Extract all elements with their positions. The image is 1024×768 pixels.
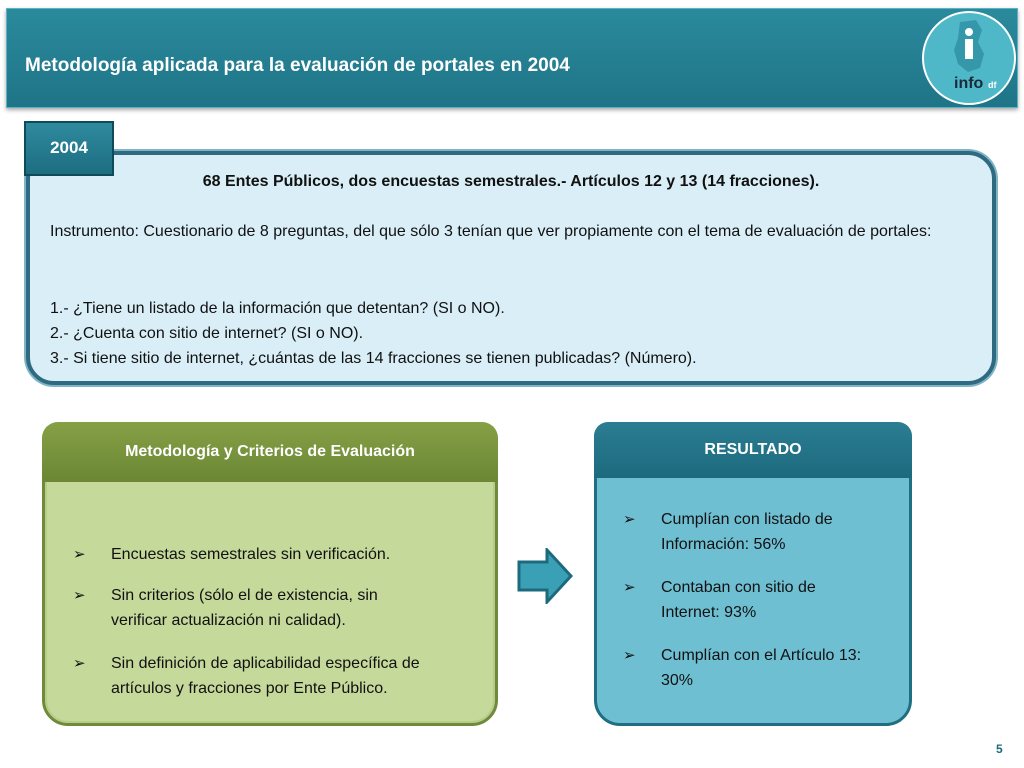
result-title: RESULTADO: [594, 422, 912, 478]
arrow-bullet-icon: ➢: [623, 579, 636, 596]
question-1: 1.- ¿Tiene un listado de la información que detentan? (SI o NO).: [50, 300, 505, 317]
infodf-logo: [920, 8, 1018, 108]
arrow-bullet-icon: ➢: [73, 655, 86, 672]
title-bar: [6, 8, 1018, 108]
arrow-bullet-icon: ➢: [623, 511, 636, 528]
list-item: ➢ Sin definición de aplicabilidad específica de artículos y fracciones por Ente Público.: [73, 651, 473, 701]
list-item: ➢ Sin criterios (sólo el de existencia, sin verificar actualización ni calidad).: [73, 583, 473, 633]
instrument-text: Instrumento: Cuestionario de 8 preguntas, del que sólo 3 tenían que ver propiamente con el tema de evaluación de portales:: [50, 223, 932, 240]
year-tab: 2004: [24, 121, 114, 176]
page-title: Metodología aplicada para la evaluación de portales en 2004: [25, 55, 570, 76]
logo-text: info: [954, 75, 984, 92]
methodology-panel: [42, 422, 498, 726]
page-number: 5: [996, 742, 1003, 756]
intro-box: [26, 151, 996, 385]
intro-heading: 68 Entes Públicos, dos encuestas semestrales.- Artículos 12 y 13 (14 fracciones).: [202, 173, 820, 190]
question-3: 3.- Si tiene sitio de internet, ¿cuántas de las 14 fracciones se tienen publicadas? (Número).: [50, 350, 697, 367]
list-item: ➢ Contaban con sitio de Internet: 93%: [623, 575, 883, 625]
logo-suffix: df: [988, 80, 997, 90]
methodology-title: Metodología y Criterios de Evaluación: [42, 422, 498, 482]
right-arrow-icon: [517, 548, 573, 604]
question-2: 2.- ¿Cuenta con sitio de internet? (SI o NO).: [50, 325, 364, 342]
arrow-bullet-icon: ➢: [73, 587, 86, 604]
result-panel: [594, 422, 912, 726]
list-item: ➢ Cumplían con el Artículo 13: 30%: [623, 643, 883, 693]
list-item: ➢ Cumplían con listado de Información: 56%: [623, 507, 883, 557]
list-item: ➢ Encuestas semestrales sin verificación.: [73, 542, 473, 567]
arrow-bullet-icon: ➢: [623, 647, 636, 664]
arrow-bullet-icon: ➢: [73, 546, 86, 563]
